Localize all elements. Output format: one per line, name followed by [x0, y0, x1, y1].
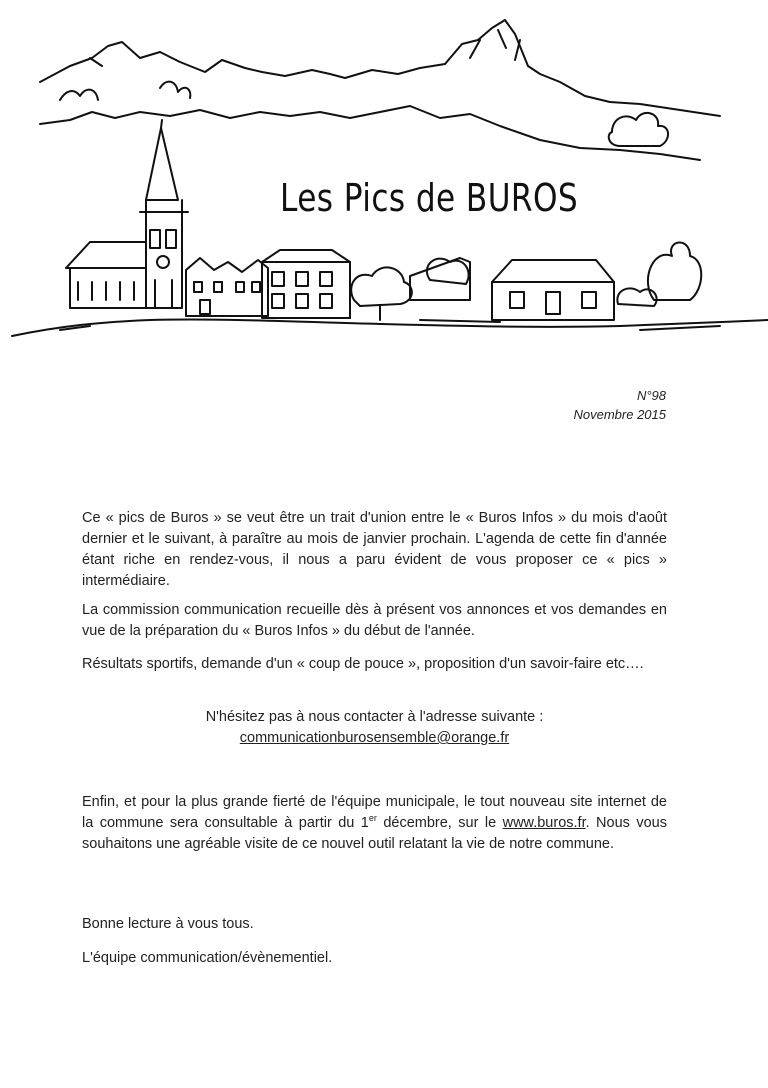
website-text: [82, 792, 667, 855]
contact-block: [82, 707, 667, 749]
closing-line: Bonne lecture à vous tous.: [82, 916, 254, 932]
issue-info: [574, 386, 667, 424]
examples-text: Résultats sportifs, demande d'un « coup de pouce », proposition d'un savoir-faire etc….: [82, 656, 644, 672]
examples-paragraph: [82, 654, 667, 675]
website-paragraph: [82, 792, 667, 855]
website-link[interactable]: www.buros.fr: [502, 815, 586, 831]
contact-line: N'hésitez pas à nous contacter à l'adresse suivante :: [205, 709, 544, 725]
newsletter-title: Les Pics de BUROS: [280, 176, 579, 220]
contact-email-link[interactable]: communicationburosensemble@orange.fr: [239, 730, 510, 746]
issue-number: N°98: [636, 388, 666, 403]
church-spire: [146, 128, 178, 200]
issue-date: Novembre 2015: [573, 407, 666, 422]
website-text-part1: Enfin, et pour la plus grande fierté de l'équipe municipale, le tout nouveau site internet de la commune sera consultable à partir du 1: [82, 794, 667, 831]
intro-paragraph: [82, 508, 667, 592]
website-text-part2: décembre, sur le: [376, 815, 503, 831]
signature-line: L'équipe communication/évènementiel.: [82, 950, 333, 966]
commission-text: La commission communication recueille dès à présent vos annonces et vos demandes en vue de la préparation du « Buros Infos » du début de l'année.: [82, 602, 667, 639]
intro-text: Ce « pics de Buros » se veut être un trait d'union entre le « Buros Infos » du mois d'août dernier et le suivant, à paraître au mois de janvier prochain. L'agenda de cette fin d'année étant riche en rendez-vous, il nous a paru évident de vous proposer ce « pics » intermédiaire.: [82, 510, 667, 589]
commission-paragraph: [82, 600, 667, 642]
website-sup: er: [368, 813, 377, 824]
website-text-part3: . Nous vous souhaitons une agréable visite de ce nouvel outil relatant la vie de notre commune.: [82, 815, 667, 852]
mountain-ridge: [40, 20, 720, 116]
